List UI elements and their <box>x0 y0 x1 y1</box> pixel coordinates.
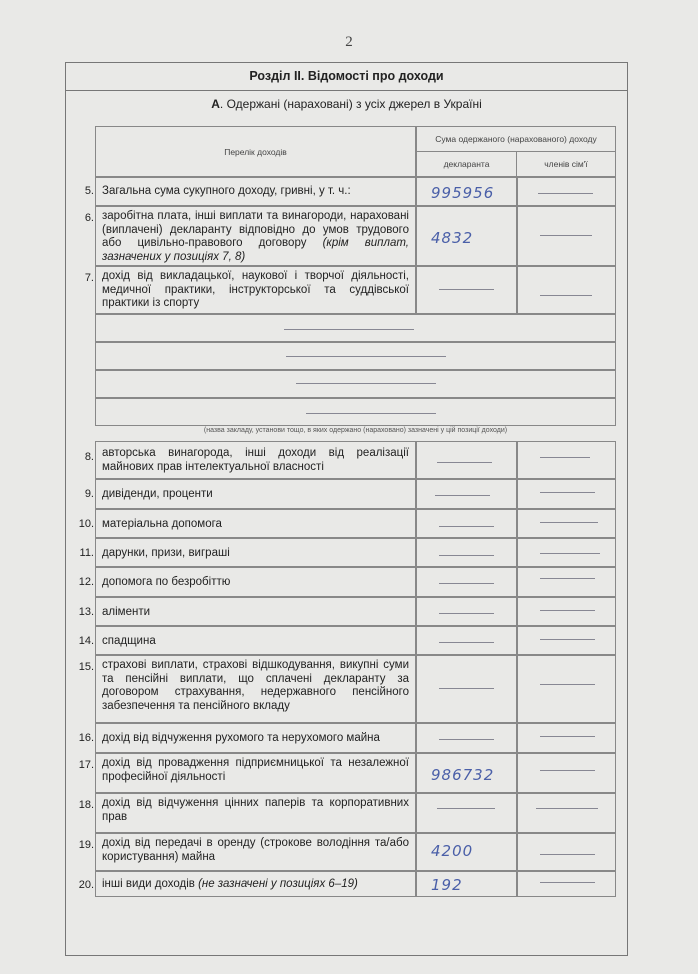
handwritten-value: 995956 <box>431 184 495 202</box>
institution-line <box>95 314 616 342</box>
header-income-list: Перелік доходів <box>95 126 416 177</box>
handwritten-value: 192 <box>431 876 463 894</box>
header-amount: Сума одержаного (нарахованого) доходу <box>416 126 616 152</box>
header-declarant: декларанта <box>416 151 517 177</box>
page-number: 2 <box>345 34 353 50</box>
institution-line <box>95 398 616 426</box>
handwritten-value: 4832 <box>431 229 474 247</box>
income-section: Розділ ІІ. Відомості про доходи А. Одержані (нараховані) з усіх джерел в Україні Перелік доходів Сума одержаного (нарахованого) доходу декларанта членів сім'ї 5. Загальна сума сукупного доходу, гривні, у т. ч.: 995956 6. заробітна плата, інші виплати та винагороди, нараховані (виплачені) декларанту відповідно до умов трудового або цивільно-правового договору (крім виплат, зазначених у позиціях 7, 8) 4832 7. дохід від викладацької, наукової і творчої діяльності, медичної практики, інструкторської та суддівської практики із спорту (назва закладу, установи тощо, в яких одержано (нараховано) зазначені у цій позиції доходи) 8. авторська винагорода, інші доходи від реалізації майнових прав інтелектуальної власності 9. дивіденди, проценти 10. матеріальна допомога 11. дарунки, призи, виграші 12. допомога по безробіттю 13. аліменти 14. спадщина 15. страхові виплати, страхові відшкодування, викупні суми та пенсійні виплати, що сплачені декларанту за договором страхування, недержавного пенсійного забезпечення та пенсійного вкладу 16. дохід від відчуження рухомого та нерухомого майна 17. дохід від провадження підприємницької та незалежної професійної діяльності 986732 18. дохід від відчуження цінних паперів та корпоративних прав 19. дохід від передачі в оренду (строкове володіння та/або користування) майна 4200 20. інші види доходів (не зазначені у позиціях 6–19) 192 <box>65 62 628 956</box>
handwritten-value: 986732 <box>431 766 495 784</box>
section-title: Розділ ІІ. Відомості про доходи <box>66 63 627 91</box>
header-family: членів сім'ї <box>516 151 616 177</box>
handwritten-value: 4200 <box>431 842 474 860</box>
institution-line <box>95 370 616 398</box>
subsection-title: А. Одержані (нараховані) з усіх джерел в Україні <box>211 97 482 111</box>
institution-line <box>95 342 616 370</box>
institution-caption: (назва закладу, установи тощо, в яких одержано (нараховано) зазначені у цій позиції доходи) <box>203 427 508 434</box>
